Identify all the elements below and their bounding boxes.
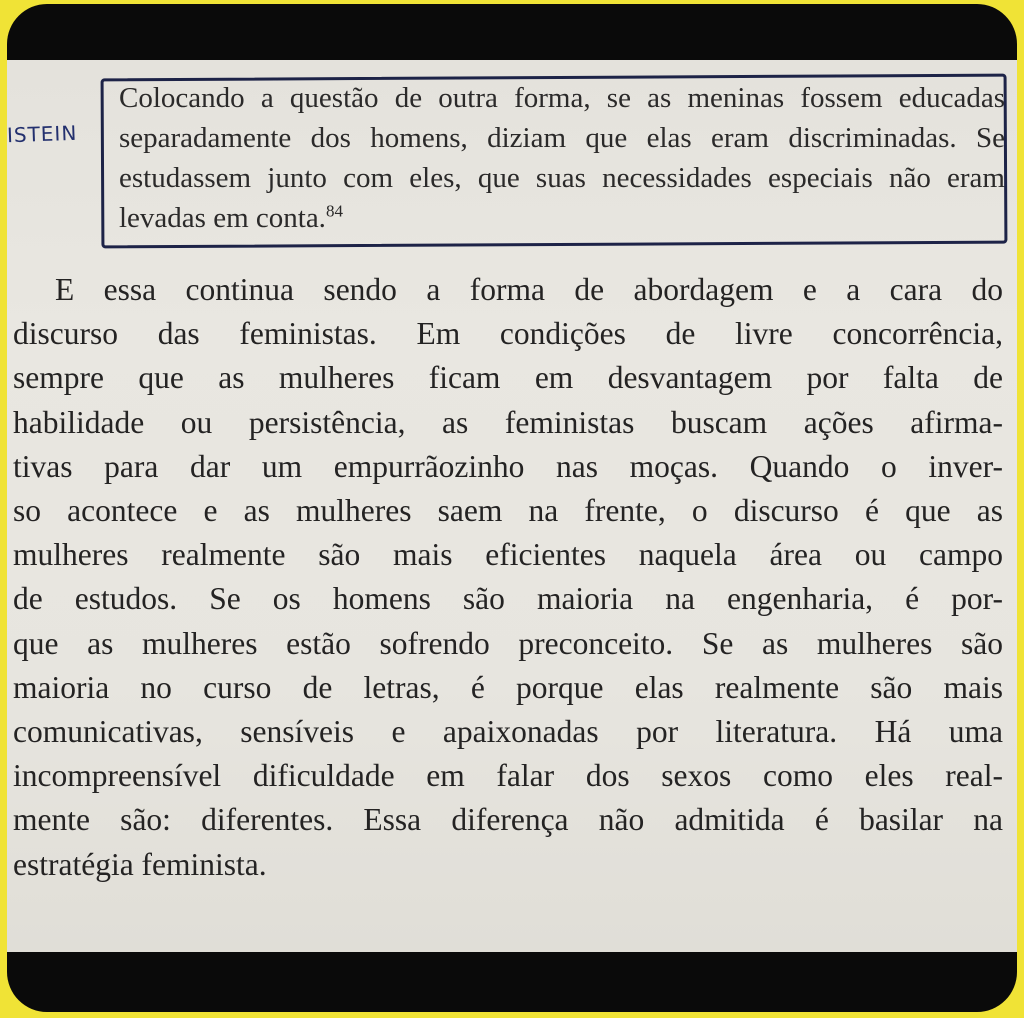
photo-frame	[7, 4, 1017, 1012]
block-quote	[119, 78, 1005, 238]
body-paragraph	[13, 268, 1003, 887]
paragraph-line: tivas para dar um empurrãozinho nas moças. Quando o inver-	[13, 448, 1003, 484]
paragraph-line: mente são: diferentes. Essa diferença não admitida é basilar na	[13, 802, 1003, 838]
paragraph-line: de estudos. Se os homens são maioria na engenharia, é por-	[13, 581, 1003, 617]
paragraph-line: comunicativas, sensíveis e apaixonadas por literatura. Há uma	[13, 714, 1003, 750]
paragraph-line: estratégia feminista.	[13, 846, 267, 882]
handwritten-margin-note: ISTEIN	[7, 120, 78, 148]
paragraph-line: discurso das feministas. Em condições de livre concorrência,	[13, 316, 1003, 352]
paragraph-line: so acontece e as mulheres saem na frente, o discurso é que as	[13, 493, 1003, 529]
paragraph-line: E essa continua sendo a forma de abordagem e a cara do	[55, 272, 1003, 307]
footnote-reference: 84	[325, 201, 343, 221]
paragraph-line: maioria no curso de letras, é porque elas realmente são mais	[13, 669, 1003, 705]
paragraph-line: habilidade ou persistência, as feministas buscam ações afirma-	[13, 404, 1003, 440]
block-quote-text: Colocando a questão de outra forma, se as meninas fossem educadas separadamente dos homens, diziam que elas eram discriminadas. Se estudassem junto com eles, que suas necessidades especiais não eram levadas em conta.	[119, 82, 1005, 234]
paragraph-line: sempre que as mulheres ficam em desvantagem por falta de	[13, 360, 1003, 396]
paragraph-line: mulheres realmente são mais eficientes naquela área ou campo	[13, 537, 1003, 573]
paragraph-line: que as mulheres estão sofrendo preconceito. Se as mulheres são	[13, 625, 1003, 661]
paragraph-line: incompreensível dificuldade em falar dos sexos como eles real-	[13, 758, 1003, 794]
book-page	[7, 60, 1017, 952]
